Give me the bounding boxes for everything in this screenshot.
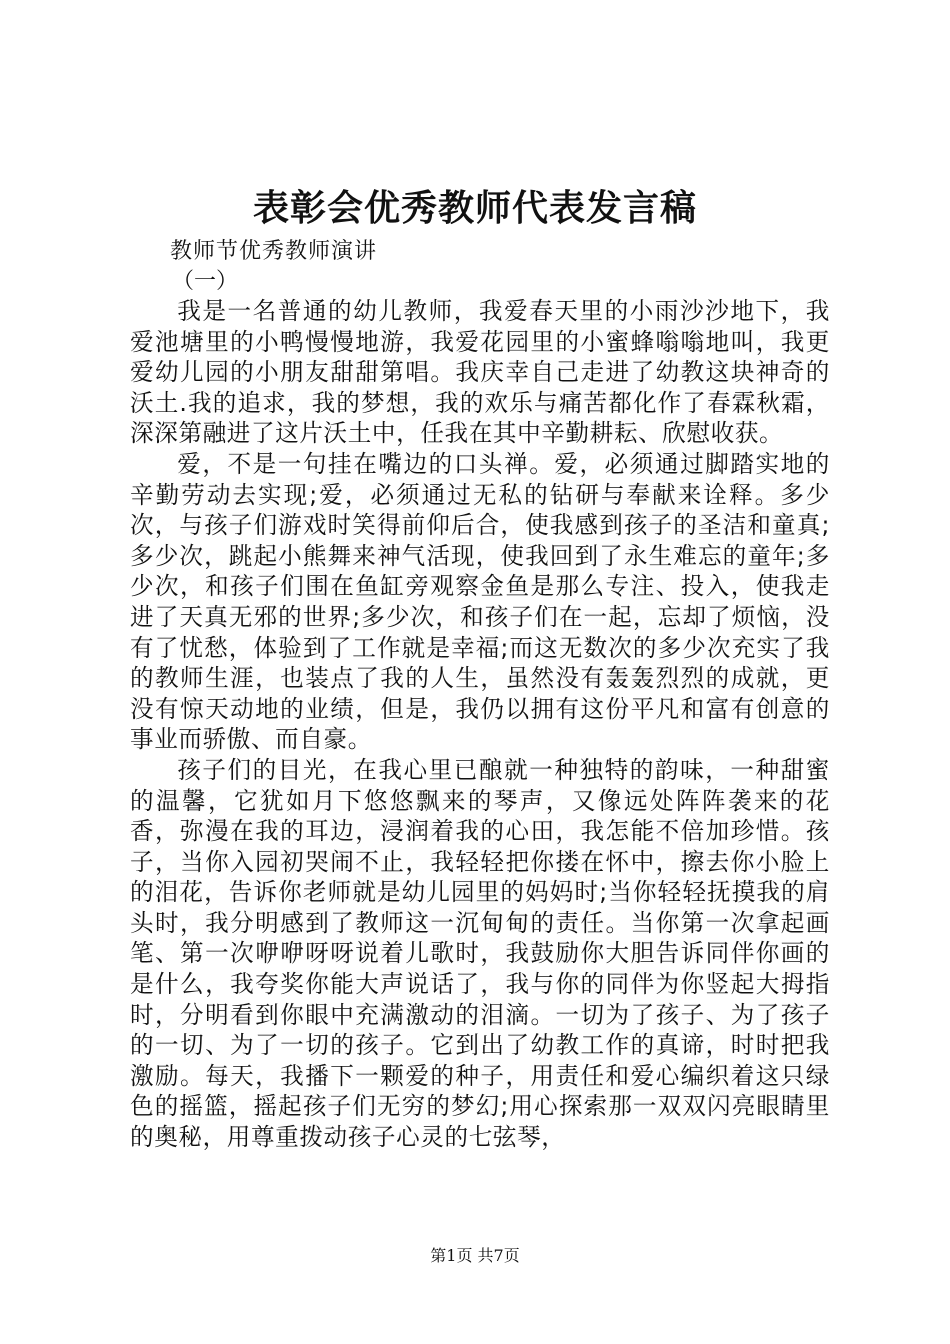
document-subtitle: 教师节优秀教师演讲 — [170, 239, 378, 264]
page-footer: 第1页 共7页 — [430, 1246, 520, 1265]
document-body — [130, 296, 830, 1153]
section-label: （一） — [172, 269, 239, 294]
paragraph: 爱，不是一句挂在嘴边的口头禅。爱，必须通过脚踏实地的辛勤劳动去实现;爱，必须通过无私的钻研与奉献来诠释。多少次，与孩子们游戏时笑得前仰后合，使我感到孩子的圣洁和童真;多少次，跳起小熊舞来神气活现，使我回到了永生难忘的童年;多少次，和孩子们围在鱼缸旁观察金鱼是那么专注、投入，使我走进了天真无邪的世界;多少次，和孩子们在一起，忘却了烦恼，没有了忧愁，体验到了工作就是幸福;而这无数次的多少次充实了我的教师生涯，也装点了我的人生，虽然没有轰轰烈烈的成就，更没有惊天动地的业绩，但是，我仍以拥有这份平凡和富有创意的事业而骄傲、而自豪。 — [130, 449, 830, 754]
document-title: 表彰会优秀教师代表发言稿 — [252, 187, 697, 229]
paragraph: 孩子们的目光，在我心里已酿就一种独特的韵味，一种甜蜜的温馨，它犹如月下悠悠飘来的琴声，又像远处阵阵袭来的花香，弥漫在我的耳边，浸润着我的心田，我怎能不倍加珍惜。孩子，当你入园初哭闹不止，我轻轻把你搂在怀中，擦去你小脸上的泪花，告诉你老师就是幼儿园里的妈妈时;当你轻轻抚摸我的肩头时，我分明感到了教师这一沉甸甸的责任。当你第一次拿起画笔、第一次咿咿呀呀说着儿歌时，我鼓励你大胆告诉同伴你画的是什么，我夸奖你能大声说话了，我与你的同伴为你竖起大拇指时，分明看到你眼中充满激动的泪滴。一切为了孩子、为了孩子的一切、为了一切的孩子。它到出了幼教工作的真谛，时时把我激励。每天，我播下一颗爱的种子，用责任和爱心编织着这只绿色的摇篮，摇起孩子们无穷的梦幻;用心探索那一双双闪亮眼睛里的奥秘，用尊重拨动孩子心灵的七弦琴， — [130, 755, 830, 1152]
paragraph: 我是一名普通的幼儿教师，我爱春天里的小雨沙沙地下，我爱池塘里的小鸭慢慢地游，我爱花园里的小蜜蜂嗡嗡地叫，我更爱幼儿园的小朋友甜甜第唱。我庆幸自己走进了幼教这块神奇的沃土.我的追求，我的梦想，我的欢乐与痛苦都化作了春霖秋霜，深深第融进了这片沃土中，任我在其中辛勤耕耘、欣慰收获。 — [130, 297, 830, 448]
